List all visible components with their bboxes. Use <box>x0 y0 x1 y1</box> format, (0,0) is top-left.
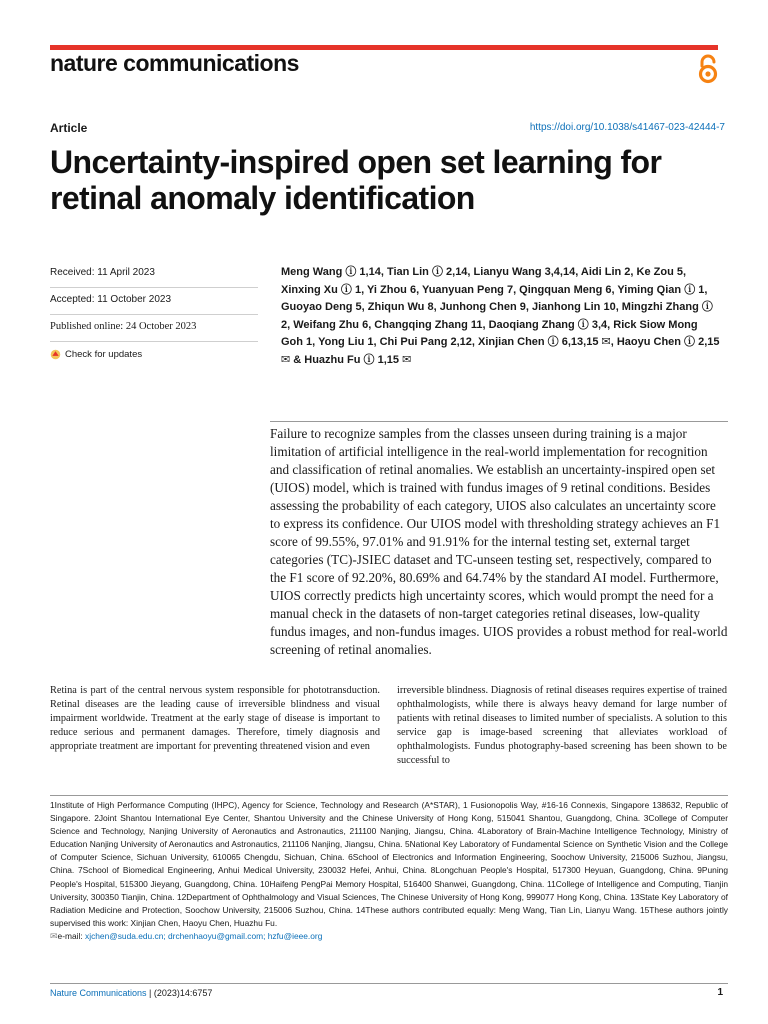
body-text-left: Retina is part of the central nervous system responsible for phototransduction. Retinal diseases are the leading cause of irreversible blindness and visual impairment worldwide. Treatment at the early stage of disease is important to reduce serious and permanent damages. Therefore, timely diagnosis and appropriate treatment are important for preventing threatened vision and even <box>50 685 380 753</box>
check-updates-label: Check for updates <box>65 348 143 360</box>
footer-divider <box>50 983 728 984</box>
page-number: 1 <box>717 987 723 998</box>
footer-volume: | (2023)14:6757 <box>146 988 213 998</box>
check-updates-icon <box>50 349 61 360</box>
publication-dates <box>50 263 258 368</box>
article-type-label: Article <box>50 121 88 135</box>
footer-citation <box>50 988 212 998</box>
envelope-icon: ✉ <box>50 930 58 941</box>
accepted-date: Accepted: 11 October 2023 <box>50 287 258 314</box>
abstract: Failure to recognize samples from the classes unseen during training is a major limitation of artificial intelligence in the real-world implementation for recognition and classification of retinal anomalies. We establish an uncertainty-inspired open set (UIOS) model, which is trained with fundus images of 9 retinal conditions. Besides assessing the probability of each category, UIOS also calculates an uncertainty score to express its confidence. Our UIOS model with thresholding strategy achieves an F1 score of 99.55%, 97.01% and 91.91% for the internal testing set, external target categories (TC)-JSIEC dataset and TC-unseen testing set, respectively, compared to the F1 score of 92.20%, 80.69% and 64.74% by the standard AI model. Furthermore, UIOS correctly predicts high uncertainty scores, which would prompt the need for a manual check in the datasets of non-target categories retinal diseases, low-quality fundus images, and non-fundus images. UIOS provides a robust method for real-world screening of retinal anomalies. <box>270 421 728 659</box>
body-text-right: irreversible blindness. Diagnosis of retinal diseases requires expertise of trained ophthalmologists, while there is always heavy demand for large number of patients with retinal diseases to limited number of specialists. A solution to this service gap is image-based screening that alleviates workload of ophthalmologists. Fundus photography-based screening has been shown to be successful to <box>397 685 727 767</box>
affiliations-text: 1Institute of High Performance Computing (IHPC), Agency for Science, Technology and Research (A*STAR), 1 Fusionopolis Way, #16-16 Connexis, Singapore 138632, Republic of Singapore. 2Joint Shantou International Eye Center, Shantou University and the Chinese University of Hong Kong, 515041 Shantou, Guangdong, China. 3College of Computer Science and Technology, Nanjing University of Aeronautics and Astronautics, 211100 Nanjing, Jiangsu, China. 4Laboratory of Brain-Machine Intelligence Technology, Ministry of Education Nanjing University of Aeronautics and Astronautics, 211106 Nanjing, Jiangsu, China. 5National Key Laboratory of Fundamental Science on Synthetic Vision and the College of Computer Science, Sichuan University, 610065 Chengdu, Sichuan, China. 6School of Electronics and Information Engineering, Soochow University, 215006 Suzhou, Jiangsu, China. 7School of Biomedical Engineering, Anhui Medical University, 230032 Hefei, Anhui, China. 8Longchuan People's Hospital, 517300 Heyuan, Guangdong, China. 9Puning People's Hospital, 515300 Jieyang, Guangdong, China. 10Haifeng PengPai Memory Hospital, 516400 Shanwei, Guangdong, China. 11College of Intelligence and Computing, Tianjin University, 300350 Tianjin, China. 12Department of Ophthalmology and Visual Sciences, The Chinese University of Hong Kong, 999077 Hong Kong, China. 13State Key Laboratory of Radiation Medicine and Protection, Soochow University, 215006 Suzhou, China. 14These authors contributed equally: Meng Wang, Tian Lin, Lianyu Wang. 15These authors jointly supervised this work: Xinjian Chen, Haoyu Chen, Huazhu Fu. <box>50 800 728 928</box>
open-access-icon <box>696 53 720 85</box>
received-date: Received: 11 April 2023 <box>50 267 155 278</box>
footer-journal-link[interactable]: Nature Communications <box>50 988 147 998</box>
check-updates-button[interactable] <box>50 341 258 368</box>
affiliations <box>50 795 728 943</box>
journal-name: nature communications <box>50 50 299 76</box>
email-line <box>50 930 728 943</box>
article-title: Uncertainty-inspired open set learning for retinal anomaly identification <box>50 144 662 216</box>
published-date: Published online: 24 October 2023 <box>50 314 258 341</box>
email-addresses[interactable]: xjchen@suda.edu.cn; drchenhaoyu@gmail.com; hzfu@ieee.org <box>85 930 323 941</box>
email-label: e-mail: <box>57 930 83 941</box>
doi-link[interactable]: https://doi.org/10.1038/s41467-023-42444-7 <box>529 122 725 133</box>
author-list: Meng Wang ⓘ 1,14, Tian Lin ⓘ 2,14, Lianyu Wang 3,4,14, Aidi Lin 2, Ke Zou 5, Xinxing Xu ⓘ 1, Yi Zhou 6, Yuanyuan Peng 7, Qingquan Meng 6, Yiming Qian ⓘ 1, Guoyao Deng 5, Zhiqun Wu 8, Junhong Chen 9, Jianhong Lin 10, Mingzhi Zhang ⓘ 2, Weifang Zhu 6, Changqing Zhang 11, Daoqiang Zhang ⓘ 3,4, Rick Siow Mong Goh 1, Yong Liu 1, Chi Pui Pang 2,12, Xinjian Chen ⓘ 6,13,15 ✉, Haoyu Chen ⓘ 2,15 ✉ & Huazhu Fu ⓘ 1,15 ✉ <box>281 266 720 366</box>
